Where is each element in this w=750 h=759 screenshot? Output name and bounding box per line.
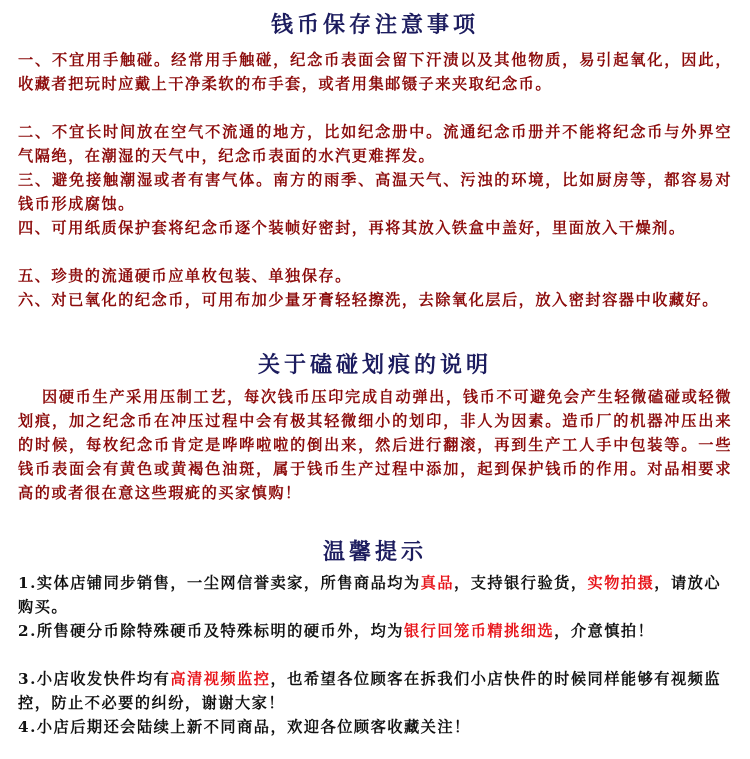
- tip-2-text-a: 2.所售硬分币除特殊硬币及特殊标明的硬币外，均为: [18, 622, 404, 640]
- tip-1-text-e: ，请放心购买。: [18, 574, 722, 616]
- storage-notice-item-6: 六、对已氧化的纪念币，可用布加少量牙膏轻轻擦洗，去除氧化层后，放入密封容器中收藏好。: [18, 291, 719, 309]
- tip-3-text-a: 3.小店收发快件均有: [18, 670, 171, 688]
- tip-1-real-photo-highlight: 实物拍摄: [587, 574, 655, 592]
- storage-notice-title: 钱币保存注意事项: [270, 12, 479, 38]
- tip-3-video-monitor-highlight: 高清视频监控: [170, 670, 271, 688]
- tip-1: [18, 572, 732, 620]
- storage-notice-item-3: 三、避免接触潮湿或者有害气体。南方的雨季、高温天气、污浊的环境，比如厨房等，都容易对钱币形成腐蚀。: [18, 171, 732, 213]
- storage-notice-item-2: 二、不宜长时间放在空气不流通的地方，比如纪念册中。流通纪念币册并不能将纪念币与外界空气隔绝，在潮湿的天气中，纪念币表面的水汽更难挥发。: [18, 123, 732, 165]
- tip-2: [18, 620, 732, 644]
- tip-1-text-a: 1.实体店铺同步销售，一尘网信誉卖家，所售商品均为: [18, 574, 421, 592]
- tips-title: 温馨提示: [322, 539, 427, 565]
- tip-1-genuine-highlight: 真品: [420, 574, 455, 592]
- storage-notice-item-5: 五、珍贵的流通硬币应单枚包装、单独保存。: [18, 267, 352, 285]
- tip-1-text-c: ，支持银行验货，: [454, 574, 588, 592]
- storage-notice-item-1: 一、不宜用手触碰。经常用手触碰，纪念币表面会留下汗渍以及其他物质，易引起氧化，因此，收藏者把玩时应戴上干净柔软的布手套，或者用集邮镊子来夹取纪念币。: [18, 51, 732, 93]
- storage-notice-item-4: 四、可用纸质保护套将纪念币逐个装帧好密封，再将其放入铁盒中盖好，里面放入干燥剂。: [18, 219, 686, 237]
- scratch-notice-body: 因硬币生产采用压制工艺，每次钱币压印完成自动弹出，钱币不可避免会产生轻微磕碰或轻微划痕，加之纪念币在冲压过程中会有极其轻微细小的划印，非人为因素。造币厂的机器冲压出来的时候，每枚纪念币肯定是哗哗啦啦的倒出来，然后进行翻滚，再到生产工人手中包装等。一些钱币表面会有黄色或黄褐色油斑，属于钱币生产过程中添加，起到保护钱币的作用。对品相要求高的或者很在意这些瑕疵的买家慎购！: [18, 388, 732, 502]
- tip-2-text-c: ，介意慎拍！: [554, 622, 655, 640]
- tip-3-text-c: ，也希望各位顾客在拆我们小店快件的时候同样能够有视频监控，防止不必要的纠纷，谢谢大家！: [18, 670, 722, 712]
- tip-3: [18, 668, 732, 716]
- scratch-notice-title: 关于磕碰划痕的说明: [257, 352, 492, 378]
- tip-4: 4.小店后期还会陆续上新不同商品，欢迎各位顾客收藏关注！: [18, 718, 471, 736]
- tip-2-bank-coin-highlight: 银行回笼币精挑细选: [403, 622, 555, 640]
